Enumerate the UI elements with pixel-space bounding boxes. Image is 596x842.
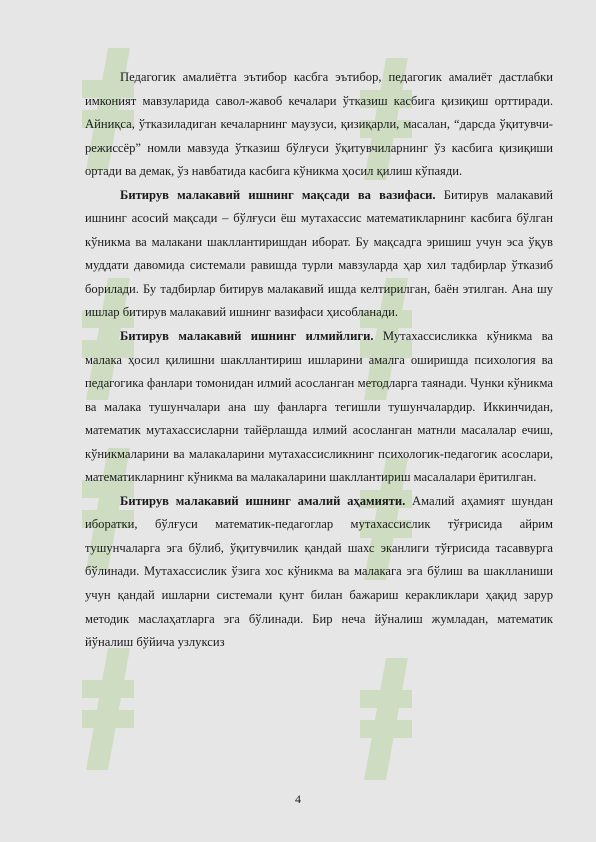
page-number: 4: [295, 792, 301, 806]
watermark-icon: [356, 650, 416, 790]
paragraph-goal: [85, 184, 553, 325]
paragraph-body: Битирув малакавий ишнинг асосий мақсади – бўлғуси ёш мутахассис математикларнинг касбига бўлган кўникма ва малакани шакллантиришдан иборат. Бу мақсадга эришиш учун эса ўқув муддати давомида системали равишда турли мавзуларда ҳар хил тадбирлар ўтказиб борилади. Бу тадбирлар битирув малакавий ишда келтирилган, баён этилган. Ана шу ишлар битирув малакавий ишнинг вазифаси ҳисобланади.: [85, 187, 553, 320]
paragraph-body: Мутахассисликка кўникма ва малака ҳосил қилишни шакллантириш ишларини амалга оширишда психология ва педагогика фанлари томонидан илмий асосланган методларга таянади. Чунки кўникма ва малака тушунчалари ана шу фанларга тегишли тушунчалардир. Иккинчидан, математик мутахассисларни тайёрлашда илмий асосланган матнли масалалар ечиш, кўникмаларини ва малакаларини мутахассисликнинг психологик-педагогик асослари, математикларнинг кўникма ва малакаларини шакллантириш масалалари ёритилган.: [85, 329, 554, 485]
paragraph-scientific: [85, 325, 553, 490]
paragraph-practical: [85, 490, 553, 655]
paragraph-heading: Битирув малакавий ишнинг мақсади ва вазифаси.: [120, 187, 436, 202]
paragraph-body: Амалий аҳамият шундан иборатки, бўлғуси математик-педагоглар мутахассислик тўғрисида айрим тушунчаларга эга бўлиб, ўқитувчилик қандай шахс эканлиги тўғрисида тасаввурга бўлинади. Мутахассислик ўзига хос кўникма ва малакага эга бўлиш ва шаклланиши учун қандай ишларни системали қунт билан бажариш керакликлари ҳақид зарур методик маслаҳатларга эга бўлинади. Бир неча йўналиш жумладан, математик йўналиш бўйича узлуксиз: [85, 493, 553, 650]
watermark-icon: [78, 640, 138, 780]
paragraph-heading: Битирув малакавий ишнинг амалий аҳамияти.: [120, 493, 406, 508]
body-text: [85, 66, 553, 655]
paragraph-body: Педагогик амалиётга эътибор касбга эътибор, педагогик амалиёт дастлабки имконият мавзуларида савол-жавоб кечалари ўтказиш касбига қизиқиш орттиради. Айниқса, ўтказиладиган кечаларнинг маузуси, қизиқарли, масалан, “дарсда ўқитувчи-режиссёр” номли мавзуда ўтказиш бўлғуси ўқитувчиларнинг ўз касбига қизиқиши ортади ва демак, ўз навбатида касбига кўникма ҳосил қилиш кўпаяди.: [85, 70, 553, 179]
paragraph-heading: Битирув малакавий ишнинг илмийлиги.: [120, 329, 374, 344]
paragraph-intro: [85, 66, 553, 184]
